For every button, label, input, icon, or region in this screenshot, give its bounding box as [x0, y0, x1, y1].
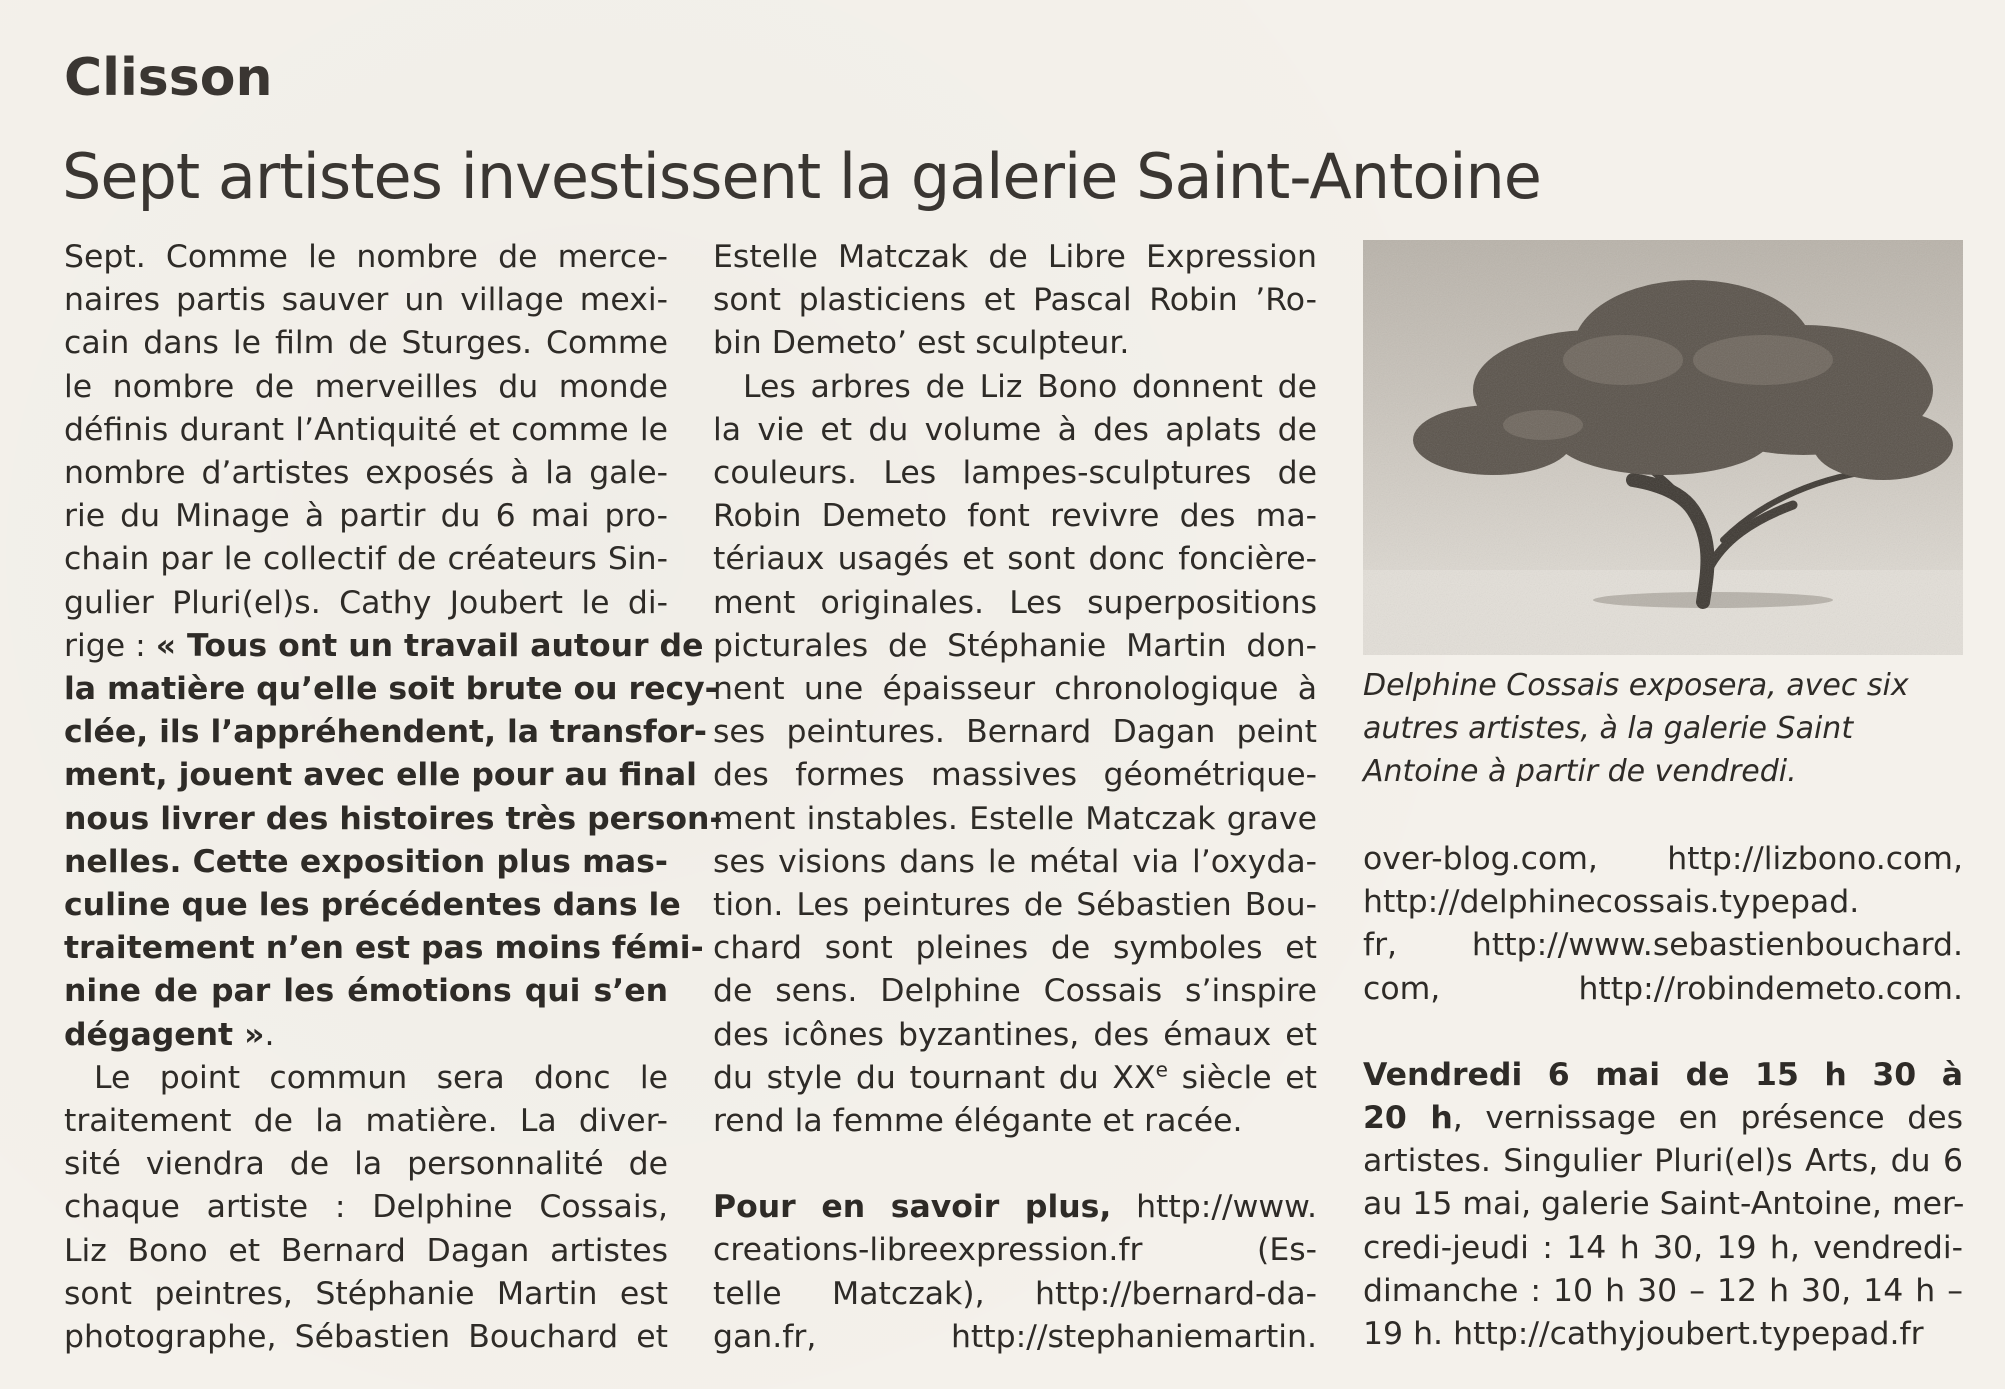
- text-run: du style du tournant du XX: [713, 1059, 1156, 1096]
- text-line: rend la femme élégante et racée.: [713, 1103, 1243, 1140]
- text-line: [713, 1057, 1317, 1100]
- text-line: ses peintures. Bernard Dagan peint: [713, 714, 1317, 751]
- text-line: [64, 625, 704, 668]
- tree-icon: [1363, 240, 1963, 655]
- text-line: clée, ils l’appréhendent, la transfor-: [64, 714, 707, 751]
- text-line: la vie et du volume à des aplats de: [713, 411, 1317, 448]
- text-line: ment, jouent avec elle pour au final: [64, 757, 697, 794]
- paragraph-3: [713, 236, 1317, 366]
- text-run: , vernissage en présence des: [1452, 1100, 1963, 1137]
- section-title: Clisson: [64, 48, 273, 108]
- text-line: photographe, Sébastien Bouchard et: [64, 1319, 668, 1356]
- text-line: nent une épaisseur chronologique à: [713, 671, 1317, 708]
- text-line: chain par le collectif de créateurs Sin-: [64, 541, 668, 578]
- text-line: sont plasticiens et Pascal Robin ’Ro-: [713, 282, 1317, 319]
- text-line: dimanche : 10 h 30 – 12 h 30, 14 h –: [1363, 1272, 1963, 1309]
- quote-run: « Tous ont un travail autour de: [155, 627, 704, 664]
- superscript: e: [1155, 1057, 1168, 1082]
- text-line: picturales de Stéphanie Martin don-: [713, 627, 1317, 664]
- headline: Sept artistes investissent la galerie Saint-Antoine: [62, 140, 1541, 213]
- artist-links: [1363, 838, 1963, 1011]
- quote-run: dégagent »: [64, 1016, 265, 1053]
- text-line: [713, 1186, 1317, 1229]
- text-line: le nombre de merveilles du monde: [64, 368, 668, 405]
- text-run: rige :: [64, 627, 156, 664]
- text-line: nous livrer des histoires très person-: [64, 800, 723, 837]
- text-line: sité viendra de la personnalité de: [64, 1146, 668, 1183]
- text-line: ment instables. Estelle Matczak grave: [713, 800, 1317, 837]
- text-line: des formes massives géométrique-: [713, 757, 1317, 794]
- text-line: ses visions dans le métal via l’oxyda-: [713, 843, 1317, 880]
- text-line: au 15 mai, galerie Saint-Antoine, mer-: [1363, 1186, 1965, 1223]
- more-info-label: Pour en savoir plus,: [713, 1189, 1112, 1226]
- event-time: 20 h: [1363, 1100, 1453, 1137]
- text-line: la matière qu’elle soit brute ou recy-: [64, 671, 718, 708]
- text-line: Delphine Cossais exposera, avec six: [1363, 668, 1909, 703]
- spacer: [1363, 1011, 1963, 1054]
- column-3: [1363, 838, 1963, 1356]
- event-date: Vendredi 6 mai de 15 h 30 à: [1363, 1056, 1963, 1093]
- text-line: couleurs. Les lampes-sculptures de: [713, 455, 1317, 492]
- event-details: [1363, 1140, 1963, 1356]
- photo-caption: [1363, 664, 1963, 793]
- more-info-links: [713, 1229, 1317, 1359]
- column-1: [64, 236, 723, 1359]
- text-line: over-blog.com, http://lizbono.com,: [1363, 841, 1963, 877]
- text-line: tériaux usagés et sont donc foncière-: [713, 541, 1317, 578]
- text-line: tion. Les peintures de Sébastien Bou-: [713, 887, 1317, 924]
- text-line: définis durant l’Antiquité et comme le: [64, 411, 668, 448]
- tree-photo: [1363, 240, 1963, 655]
- paragraph-1-quote: [64, 668, 723, 1014]
- text-line: sont peintres, Stéphanie Martin est: [64, 1275, 668, 1312]
- text-line: gulier Pluri(el)s. Cathy Joubert le di-: [64, 584, 668, 621]
- text-line: Robin Demeto font revivre des ma-: [713, 498, 1317, 535]
- text-line: [64, 1014, 668, 1057]
- text-line: autres artistes, à la galerie Saint: [1363, 711, 1854, 746]
- text-line: [1363, 1097, 1963, 1140]
- text-line: chard sont pleines de symboles et: [713, 930, 1317, 967]
- text-line: Sept. Comme le nombre de merce-: [64, 239, 668, 275]
- text-line: com, http://robindemeto.com.: [1363, 970, 1963, 1007]
- spacer: [713, 1143, 1317, 1186]
- text-line: rie du Minage à partir du 6 mai pro-: [64, 498, 668, 535]
- text-line: nombre d’artistes exposés à la gale-: [64, 455, 668, 492]
- text-line: artistes. Singulier Pluri(el)s Arts, du 6: [1363, 1143, 1963, 1180]
- text-line: nine de par les émotions qui s’en: [64, 973, 668, 1010]
- text-line: naires partis sauver un village mexi-: [64, 282, 668, 319]
- paragraph-4: [713, 366, 1317, 1057]
- text-line: bin Demeto’ est sculpteur.: [713, 325, 1130, 362]
- text-line: telle Matczak), http://bernard-da-: [713, 1275, 1317, 1312]
- text-line: nelles. Cette exposition plus mas-: [64, 843, 668, 880]
- text-line: Liz Bono et Bernard Dagan artistes: [64, 1232, 668, 1269]
- text-line: gan.fr, http://stephaniemartin.: [713, 1318, 1317, 1355]
- text-line: de sens. Delphine Cossais s’inspire: [713, 973, 1317, 1010]
- text-line: traitement n’en est pas moins fémi-: [64, 930, 704, 967]
- text-line: Le point commun sera donc le: [94, 1059, 668, 1096]
- link-text: http://www.: [1111, 1189, 1317, 1226]
- text-run: siècle et: [1167, 1059, 1317, 1096]
- text-line: culine que les précédentes dans le: [64, 887, 681, 924]
- text-line: creations-libreexpression.fr (Es-: [713, 1232, 1317, 1269]
- text-line: Estelle Matczak de Libre Expression: [713, 239, 1317, 275]
- text-line: ment originales. Les superpositions: [713, 584, 1317, 621]
- text-run: .: [264, 1016, 275, 1053]
- paragraph-1-plain: [64, 236, 668, 625]
- text-line: des icônes byzantines, des émaux et: [713, 1016, 1317, 1053]
- text-line: fr, http://www.sebastienbouchard.: [1363, 927, 1963, 964]
- text-line: Antoine à partir de vendredi.: [1363, 754, 1797, 789]
- text-line: cain dans le film de Sturges. Comme: [64, 325, 668, 362]
- text-line: traitement de la matière. La diver-: [64, 1103, 668, 1140]
- text-line: Les arbres de Liz Bono donnent de: [743, 368, 1317, 405]
- text-line: chaque artiste : Delphine Cossais,: [64, 1189, 668, 1226]
- paragraph-2: [64, 1057, 668, 1359]
- text-line: 19 h. http://cathyjoubert.typepad.fr: [1363, 1316, 1924, 1353]
- column-2: [713, 236, 1317, 1359]
- text-line: http://delphinecossais.typepad.: [1363, 884, 1860, 921]
- text-line: credi-jeudi : 14 h 30, 19 h, vendredi-: [1363, 1229, 1963, 1266]
